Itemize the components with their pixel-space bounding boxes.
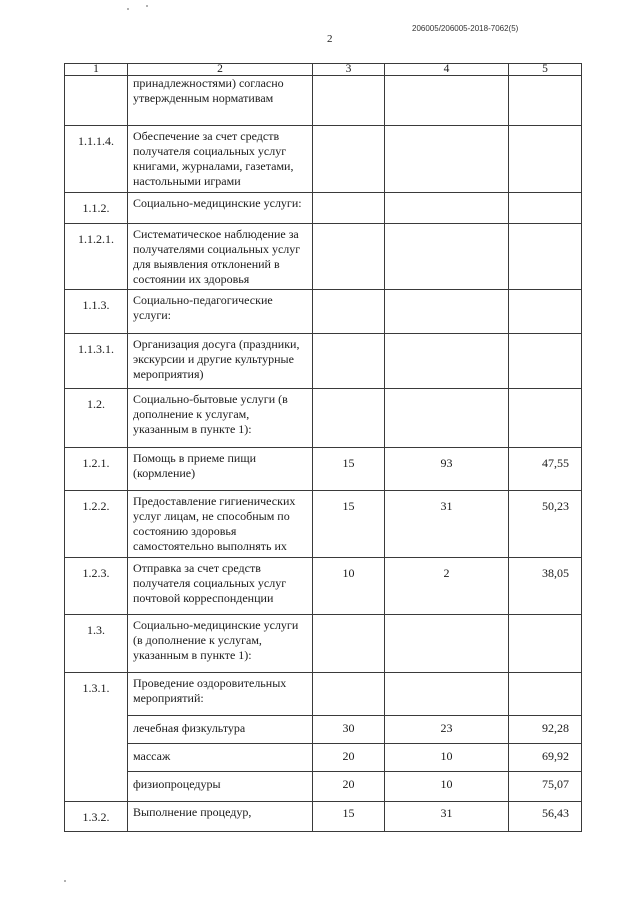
- cell-col4: 2: [385, 558, 509, 615]
- row-description: Помощь в приеме пищи (кормление): [128, 448, 313, 491]
- cell-col3: 15: [313, 802, 385, 832]
- cell-col5: 38,05: [509, 558, 582, 615]
- cell-col5: [509, 193, 582, 224]
- cell-col5: 75,07: [509, 772, 582, 802]
- services-table: [64, 63, 582, 832]
- cell-col4: 10: [385, 744, 509, 772]
- cell-col5: [509, 615, 582, 673]
- cell-col3: [313, 334, 385, 389]
- row-description: лечебная физкультура: [128, 716, 313, 744]
- table-row: [65, 772, 582, 802]
- table-row: [65, 744, 582, 772]
- row-number: 1.2.: [65, 389, 128, 448]
- cell-col4: 31: [385, 802, 509, 832]
- row-number: 1.1.2.: [65, 193, 128, 224]
- table-row: [65, 558, 582, 615]
- row-number: 1.2.2.: [65, 491, 128, 558]
- page-number: 2: [327, 33, 333, 45]
- cell-col5: [509, 76, 582, 126]
- row-number: 1.2.3.: [65, 558, 128, 615]
- cell-col4: 93: [385, 448, 509, 491]
- cell-col3: 10: [313, 558, 385, 615]
- cell-col5: [509, 126, 582, 193]
- cell-col4: 23: [385, 716, 509, 744]
- cell-col4: [385, 76, 509, 126]
- table-row: [65, 491, 582, 558]
- cell-col4: 10: [385, 772, 509, 802]
- row-number: 1.2.1.: [65, 448, 128, 491]
- table-header-row: [65, 64, 582, 76]
- cell-col5: [509, 334, 582, 389]
- table-row: [65, 615, 582, 673]
- column-header: 1: [65, 64, 128, 76]
- row-description: Предоставление гигиенических услуг лицам, не способным по состоянию здоровья самостоятельно выполнять их: [128, 491, 313, 558]
- row-description: Отправка за счет средств получателя социальных услуг почтовой корреспонденции: [128, 558, 313, 615]
- row-number: 1.3.1.: [65, 673, 128, 802]
- cell-col3: [313, 290, 385, 334]
- cell-col5: 50,23: [509, 491, 582, 558]
- cell-col3: 15: [313, 448, 385, 491]
- scan-speck: [146, 5, 148, 7]
- row-number: [65, 76, 128, 126]
- cell-col5: [509, 389, 582, 448]
- cell-col3: [313, 224, 385, 290]
- cell-col4: [385, 673, 509, 716]
- table-row: [65, 716, 582, 744]
- cell-col3: 20: [313, 744, 385, 772]
- cell-col3: 15: [313, 491, 385, 558]
- table-row: [65, 193, 582, 224]
- row-description: Систематическое наблюдение за получателями социальных услуг для выявления отклонений в состоянии их здоровья: [128, 224, 313, 290]
- cell-col3: [313, 76, 385, 126]
- cell-col4: [385, 126, 509, 193]
- cell-col5: 56,43: [509, 802, 582, 832]
- column-header: 4: [385, 64, 509, 76]
- row-number: 1.3.2.: [65, 802, 128, 832]
- cell-col4: [385, 224, 509, 290]
- row-description: Организация досуга (праздники, экскурсии и другие культурные мероприятия): [128, 334, 313, 389]
- cell-col5: 92,28: [509, 716, 582, 744]
- scan-speck: [64, 880, 66, 882]
- row-description: Социально-бытовые услуги (в дополнение к услугам, указанным в пункте 1):: [128, 389, 313, 448]
- table-row: [65, 224, 582, 290]
- row-number: 1.1.2.1.: [65, 224, 128, 290]
- cell-col5: [509, 673, 582, 716]
- cell-col5: [509, 224, 582, 290]
- table-row: [65, 448, 582, 491]
- row-description: принадлежностями) согласно утвержденным нормативам: [128, 76, 313, 126]
- cell-col4: 31: [385, 491, 509, 558]
- cell-col3: [313, 389, 385, 448]
- scan-speck: [127, 8, 129, 10]
- row-number: 1.3.: [65, 615, 128, 673]
- column-header: 5: [509, 64, 582, 76]
- table-row: [65, 802, 582, 832]
- cell-col4: [385, 290, 509, 334]
- row-description: Проведение оздоровительных мероприятий:: [128, 673, 313, 716]
- table-row: [65, 334, 582, 389]
- cell-col4: [385, 193, 509, 224]
- cell-col3: 30: [313, 716, 385, 744]
- cell-col3: 20: [313, 772, 385, 802]
- cell-col5: 47,55: [509, 448, 582, 491]
- cell-col4: [385, 615, 509, 673]
- row-description: Социально-медицинские услуги:: [128, 193, 313, 224]
- row-description: Социально-медицинские услуги (в дополнение к услугам, указанным в пункте 1):: [128, 615, 313, 673]
- row-description: Выполнение процедур,: [128, 802, 313, 832]
- table-row: [65, 126, 582, 193]
- table-row: [65, 389, 582, 448]
- document-id: 206005/206005-2018-7062(5): [412, 24, 519, 33]
- cell-col3: [313, 193, 385, 224]
- cell-col5: 69,92: [509, 744, 582, 772]
- row-description: физиопроцедуры: [128, 772, 313, 802]
- cell-col5: [509, 290, 582, 334]
- cell-col4: [385, 334, 509, 389]
- column-header: 3: [313, 64, 385, 76]
- row-description: массаж: [128, 744, 313, 772]
- cell-col3: [313, 615, 385, 673]
- table-row: [65, 673, 582, 716]
- cell-col3: [313, 126, 385, 193]
- table-row: [65, 290, 582, 334]
- column-header: 2: [128, 64, 313, 76]
- row-number: 1.1.3.1.: [65, 334, 128, 389]
- cell-col3: [313, 673, 385, 716]
- row-description: Обеспечение за счет средств получателя социальных услуг книгами, журналами, газетами, настольными играми: [128, 126, 313, 193]
- row-description: Социально-педагогические услуги:: [128, 290, 313, 334]
- row-number: 1.1.1.4.: [65, 126, 128, 193]
- table-row: [65, 76, 582, 126]
- cell-col4: [385, 389, 509, 448]
- row-number: 1.1.3.: [65, 290, 128, 334]
